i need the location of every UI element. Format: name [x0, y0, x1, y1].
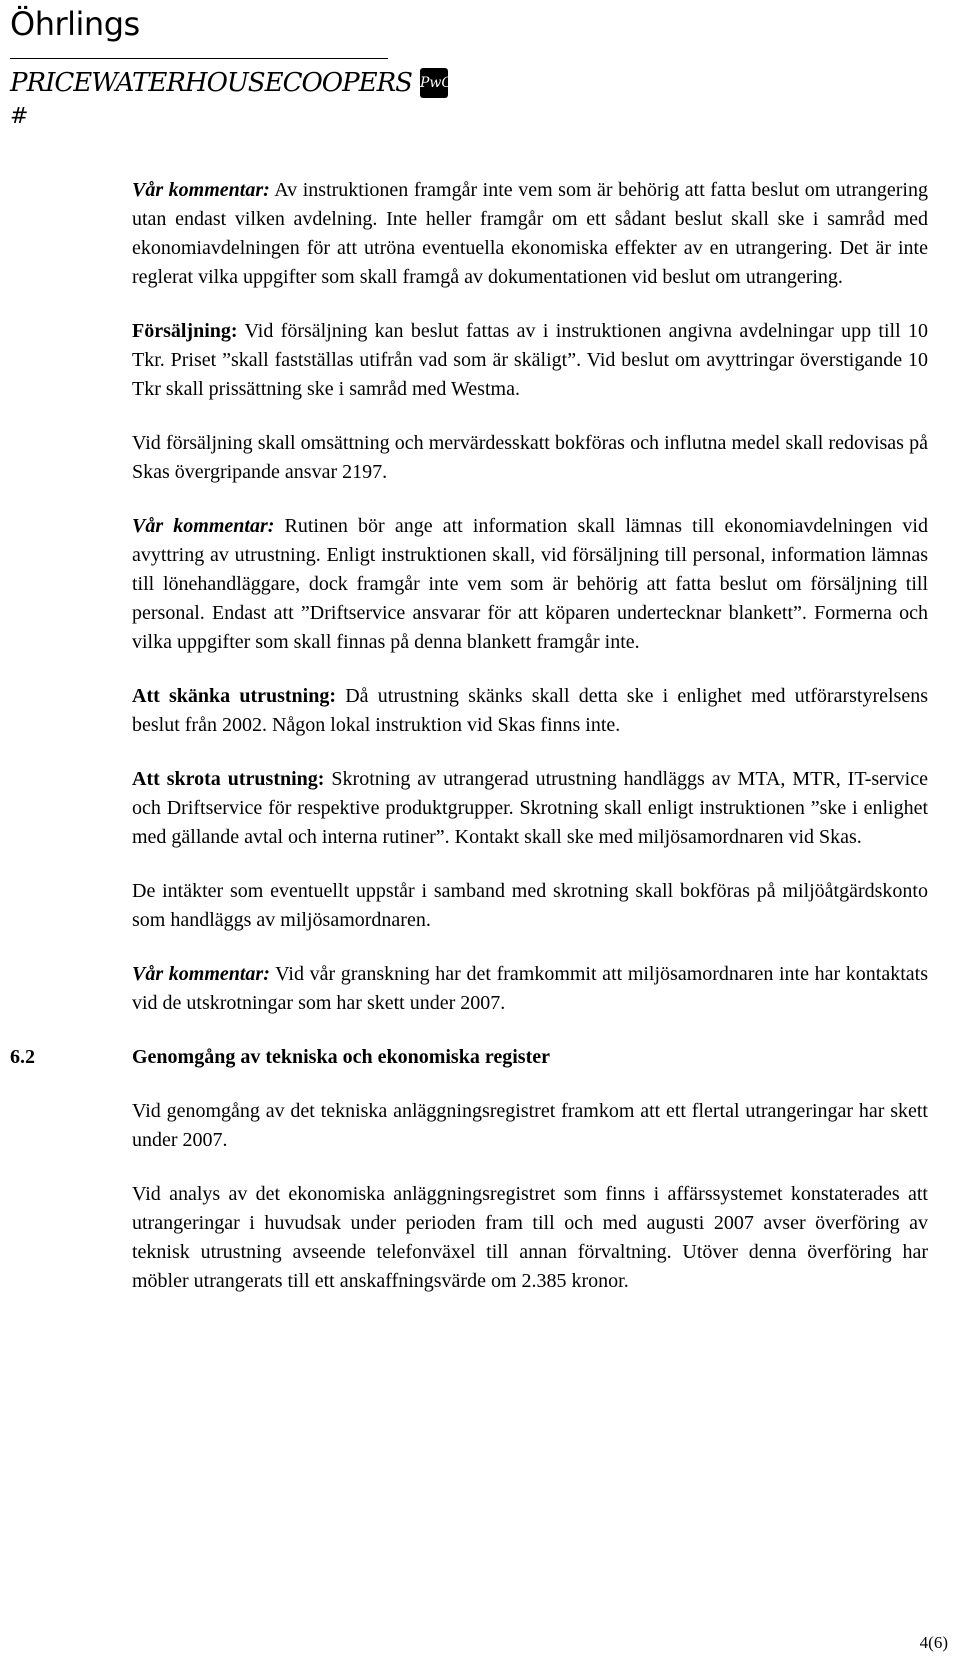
paragraph-lead: Att skrota utrustning: [132, 768, 325, 790]
pwc-mark-icon: PwC [420, 68, 448, 98]
paragraph-lead: Försäljning: [132, 320, 238, 342]
paragraph-lead: Vår kommentar: [132, 515, 275, 537]
paragraph-text: Vid vår granskning har det framkommit att miljösamordnaren inte har kontaktats vid de utskrotningar som har skett under 2007. [132, 963, 928, 1014]
paragraph-lead: Vår kommentar: [132, 179, 270, 201]
paragraph-text: Rutinen bör ange att information skall lämnas till ekonomiavdelningen vid avyttring av utrustning. Enligt instruktionen skall, vid försäljning till personal, information lämnas till lönehandläggare, dock framgår inte vem som är behörig att fatta beslut om försäljning till personal. Endast att ”Driftservice ansvarar för att köparen undertecknar blankett”. Formerna och vilka uppgifter som skall finnas på denna blankett framgår inte. [132, 515, 928, 653]
paragraph-lead: Att skänka utrustning: [132, 685, 337, 707]
section-paragraph: Vid analys av det ekonomiska anläggningsregistret som finns i affärssystemet konstaterades att utrangeringar i huvudsak under perioden fram till och med augusti 2007 avser överföring av teknisk utrustning avseende telefonväxel till annan förvaltning. Utöver denna överföring har möbler utrangerats till ett anskaffningsvärde om 2.385 kronor. [132, 1183, 928, 1292]
paragraph-comment-2 [132, 512, 928, 657]
paragraph-text: Då utrustning skänks skall detta ske i enlighet med utförarstyrelsens beslut från 2002. Någon lokal instruktion vid Skas finns inte. [132, 685, 928, 736]
section-heading [10, 1043, 928, 1072]
paragraph-sale [132, 317, 928, 404]
paragraph-scrap [132, 765, 928, 852]
header-hash: # [10, 104, 29, 129]
paragraph-comment-3 [132, 960, 928, 1018]
paragraph-text: Skrotning av utrangerad utrustning handläggs av MTA, MTR, IT-service och Driftservice för respektive produktgrupper. Skrotning skall enligt instruktionen ”ske i enlighet med gällande avtal och interna rutiner”. Kontakt skall ske med miljösamordnaren vid Skas. [132, 768, 928, 848]
section-number: 6.2 [10, 1046, 35, 1068]
document-header [10, 4, 453, 129]
section-title: Genomgång av tekniska och ekonomiska register [132, 1046, 550, 1068]
paragraph-text: Vid försäljning kan beslut fattas av i instruktionen angivna avdelningar upp till 10 Tkr. Priset ”skall fastställas utifrån vad som är skäligt”. Vid beslut om avyttringar överstigande 10 Tkr skall prissättning ske i samråd med Westma. [132, 320, 928, 400]
section-paragraph: Vid genomgång av det tekniska anläggningsregistret framkom att ett flertal utrangeringar har skett under 2007. [132, 1100, 928, 1151]
header-rule [10, 58, 388, 59]
paragraph-sale-accounting: Vid försäljning skall omsättning och mervärdesskatt bokföras och influtna medel skall redovisas på Skas övergripande ansvar 2197. [132, 432, 928, 483]
paragraph-text: Av instruktionen framgår inte vem som är behörig att fatta beslut om utrangering utan endast vilken avdelning. Inte heller framgår om ett sådant beslut skall ske i samråd med ekonomiavdelningen för att utröna eventuella ekonomiska effekter av en utrangering. Det är inte reglerat vilka uppgifter som skall framgå av dokumentationen vid beslut om utrangering. [132, 179, 928, 288]
paragraph-donate [132, 682, 928, 740]
pwc-logo-text: PRICEWATERHOUSECOOPERS [10, 68, 412, 98]
paragraph-comment-1 [132, 176, 928, 292]
paragraph-lead: Vår kommentar: [132, 963, 270, 985]
page-number: 4(6) [919, 1633, 948, 1652]
pwc-logo [10, 68, 453, 98]
company-name: Öhrlings [10, 5, 140, 43]
document-body [10, 176, 928, 1321]
paragraph-scrap-income: De intäkter som eventuellt uppstår i samband med skrotning skall bokföras på miljöåtgärdskonto som handläggs av miljösamordnaren. [132, 880, 928, 931]
